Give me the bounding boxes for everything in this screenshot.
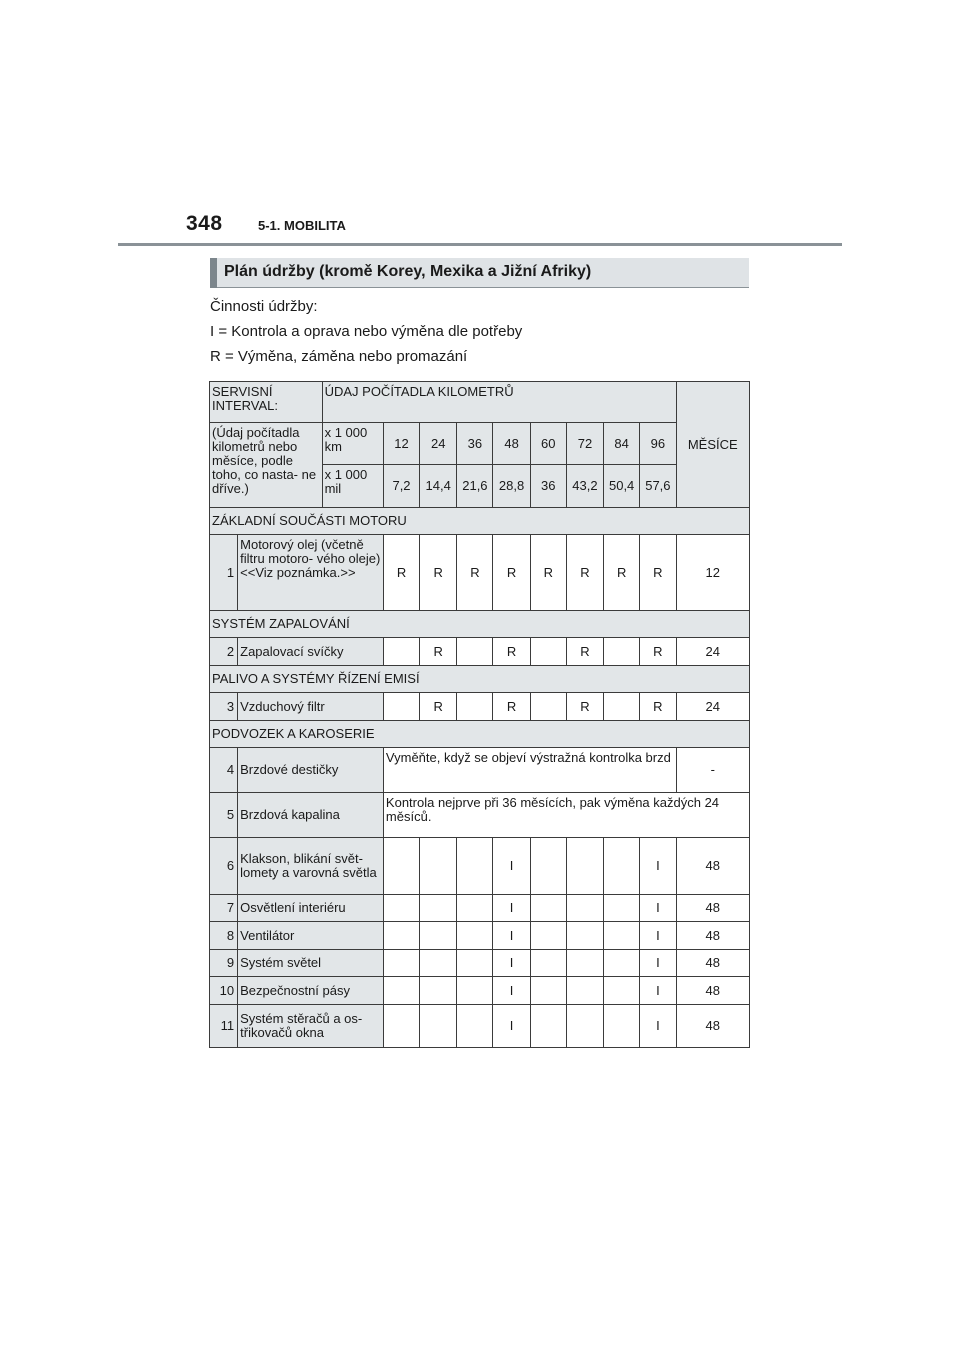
schedule-cell	[383, 895, 419, 922]
row-item: Klakson, blikání svět- lomety a varovná světla	[238, 838, 384, 895]
schedule-cell	[457, 922, 493, 950]
schedule-cell	[604, 922, 640, 950]
intro-heading: Činnosti údržby:	[210, 298, 318, 315]
row-item: Systém stěračů a os- třikovačů okna	[238, 1005, 384, 1048]
service-interval-header: SERVISNÍ INTERVAL:	[210, 382, 323, 423]
schedule-cell: R	[566, 638, 603, 666]
schedule-cell	[566, 950, 603, 977]
schedule-cell: I	[640, 950, 676, 977]
schedule-cell: R	[420, 535, 457, 611]
table-row	[210, 535, 750, 611]
row-item: Ventilátor	[238, 922, 384, 950]
schedule-cell: R	[566, 535, 603, 611]
page-number: 348	[186, 212, 223, 235]
page-title: Plán údržby (kromě Korey, Mexika a Jižní Afriky)	[224, 263, 592, 280]
schedule-cell	[420, 1005, 457, 1048]
schedule-cell	[383, 1005, 419, 1048]
schedule-cell: I	[640, 977, 676, 1005]
schedule-cell: I	[640, 922, 676, 950]
section-fuel: PALIVO A SYSTÉMY ŘÍZENÍ EMISÍ	[210, 666, 750, 693]
months-cell: 48	[676, 922, 749, 950]
mi-value: 14,4	[420, 465, 457, 508]
km-value: 84	[604, 423, 640, 465]
schedule-cell	[530, 838, 566, 895]
schedule-cell	[530, 638, 566, 666]
schedule-cell: R	[420, 638, 457, 666]
mi-value: 57,6	[640, 465, 676, 508]
table-row	[210, 922, 750, 950]
section-ignition: SYSTÉM ZAPALOVÁNÍ	[210, 611, 750, 638]
schedule-cell	[566, 977, 603, 1005]
interval-note: (Údaj počítadla kilometrů nebo měsíce, podle toho, co nasta- ne dříve.)	[210, 423, 323, 508]
schedule-cell	[420, 895, 457, 922]
table-row	[210, 693, 750, 721]
schedule-cell: R	[640, 535, 676, 611]
schedule-cell	[457, 693, 493, 721]
row-item: Systém světel	[238, 950, 384, 977]
months-cell: 12	[676, 535, 749, 611]
schedule-cell	[383, 922, 419, 950]
schedule-cell	[530, 950, 566, 977]
schedule-cell	[383, 638, 419, 666]
schedule-cell	[604, 950, 640, 977]
km-value: 24	[420, 423, 457, 465]
row-number: 3	[210, 693, 238, 721]
months-cell: 48	[676, 950, 749, 977]
schedule-cell	[457, 895, 493, 922]
km-value: 48	[493, 423, 530, 465]
schedule-cell: R	[604, 535, 640, 611]
schedule-cell: I	[493, 838, 530, 895]
schedule-cell	[457, 1005, 493, 1048]
schedule-cell	[566, 895, 603, 922]
table-row	[210, 895, 750, 922]
schedule-cell: I	[640, 838, 676, 895]
row-number: 6	[210, 838, 238, 895]
schedule-cell	[383, 977, 419, 1005]
unit-km: x 1 000 km	[322, 423, 383, 465]
odometer-header: ÚDAJ POČÍTADLA KILOMETRŮ	[322, 382, 676, 423]
row-number: 9	[210, 950, 238, 977]
row-item: Osvětlení interiéru	[238, 895, 384, 922]
row-item: Zapalovací svíčky	[238, 638, 384, 666]
schedule-cell	[604, 838, 640, 895]
title-accent	[210, 258, 217, 288]
table-row	[210, 1005, 750, 1048]
schedule-cell: R	[493, 638, 530, 666]
schedule-cell: I	[640, 1005, 676, 1048]
schedule-note: Kontrola nejprve při 36 měsících, pak výměna každých 24 měsíců.	[383, 793, 749, 838]
row-number: 7	[210, 895, 238, 922]
mi-value: 43,2	[566, 465, 603, 508]
schedule-cell	[420, 977, 457, 1005]
schedule-cell	[566, 922, 603, 950]
schedule-cell	[604, 1005, 640, 1048]
schedule-cell	[457, 950, 493, 977]
schedule-cell: R	[493, 535, 530, 611]
row-item: Bezpečnostní pásy	[238, 977, 384, 1005]
schedule-note: Vyměňte, když se objeví výstražná kontrolka brzd	[383, 748, 676, 793]
months-cell: 48	[676, 977, 749, 1005]
section-label: 5-1. MOBILITA	[258, 218, 346, 233]
schedule-cell	[604, 895, 640, 922]
table-row	[210, 977, 750, 1005]
schedule-cell	[604, 693, 640, 721]
row-number: 5	[210, 793, 238, 838]
schedule-cell	[566, 838, 603, 895]
months-cell: -	[676, 748, 749, 793]
row-number: 11	[210, 1005, 238, 1048]
legend-r: R = Výměna, záměna nebo promazání	[210, 348, 468, 365]
schedule-cell	[530, 1005, 566, 1048]
schedule-cell	[566, 1005, 603, 1048]
schedule-cell	[457, 838, 493, 895]
row-item: Vzduchový filtr	[238, 693, 384, 721]
km-value: 72	[566, 423, 603, 465]
km-value: 36	[457, 423, 493, 465]
km-value: 12	[383, 423, 419, 465]
legend-i: I = Kontrola a oprava nebo výměna dle potřeby	[210, 323, 523, 340]
row-number: 4	[210, 748, 238, 793]
table-row	[210, 748, 750, 793]
schedule-cell: I	[493, 977, 530, 1005]
mi-value: 7,2	[383, 465, 419, 508]
row-number: 2	[210, 638, 238, 666]
schedule-cell: R	[457, 535, 493, 611]
km-value: 96	[640, 423, 676, 465]
table-row	[210, 638, 750, 666]
row-item: Brzdové destičky	[238, 748, 384, 793]
months-cell: 24	[676, 638, 749, 666]
row-item: Brzdová kapalina	[238, 793, 384, 838]
mi-value: 28,8	[493, 465, 530, 508]
schedule-cell: I	[640, 895, 676, 922]
schedule-cell: R	[640, 638, 676, 666]
schedule-cell	[530, 693, 566, 721]
schedule-cell	[530, 977, 566, 1005]
schedule-cell	[530, 895, 566, 922]
schedule-cell: R	[493, 693, 530, 721]
schedule-cell: I	[493, 1005, 530, 1048]
mi-value: 36	[530, 465, 566, 508]
schedule-cell: R	[420, 693, 457, 721]
section-title-bar	[210, 258, 749, 288]
months-cell: 48	[676, 1005, 749, 1048]
schedule-cell: I	[493, 950, 530, 977]
months-cell: 24	[676, 693, 749, 721]
schedule-cell	[457, 977, 493, 1005]
schedule-cell	[420, 922, 457, 950]
section-chassis: PODVOZEK A KAROSERIE	[210, 721, 750, 748]
table-row	[210, 793, 750, 838]
row-number: 8	[210, 922, 238, 950]
unit-mi: x 1 000 mil	[322, 465, 383, 508]
schedule-cell: R	[530, 535, 566, 611]
row-number: 10	[210, 977, 238, 1005]
row-number: 1	[210, 535, 238, 611]
schedule-cell	[383, 838, 419, 895]
mi-value: 50,4	[604, 465, 640, 508]
header-divider	[118, 243, 842, 246]
km-value: 60	[530, 423, 566, 465]
schedule-cell	[383, 950, 419, 977]
schedule-cell: R	[383, 535, 419, 611]
schedule-cell: R	[566, 693, 603, 721]
schedule-cell	[420, 950, 457, 977]
schedule-cell	[604, 977, 640, 1005]
months-header: MĚSÍCE	[676, 382, 749, 508]
months-cell: 48	[676, 895, 749, 922]
table-row	[210, 838, 750, 895]
schedule-cell	[457, 638, 493, 666]
mi-value: 21,6	[457, 465, 493, 508]
schedule-cell	[420, 838, 457, 895]
table-row	[210, 950, 750, 977]
schedule-cell: R	[640, 693, 676, 721]
maintenance-table	[209, 381, 750, 1048]
row-item: Motorový olej (včetně filtru motoro- vého oleje) <<Viz poznámka.>>	[238, 535, 384, 611]
schedule-cell	[530, 922, 566, 950]
schedule-cell: I	[493, 922, 530, 950]
schedule-cell	[383, 693, 419, 721]
months-cell: 48	[676, 838, 749, 895]
section-engine: ZÁKLADNÍ SOUČÁSTI MOTORU	[210, 508, 750, 535]
schedule-cell: I	[493, 895, 530, 922]
schedule-cell	[604, 638, 640, 666]
